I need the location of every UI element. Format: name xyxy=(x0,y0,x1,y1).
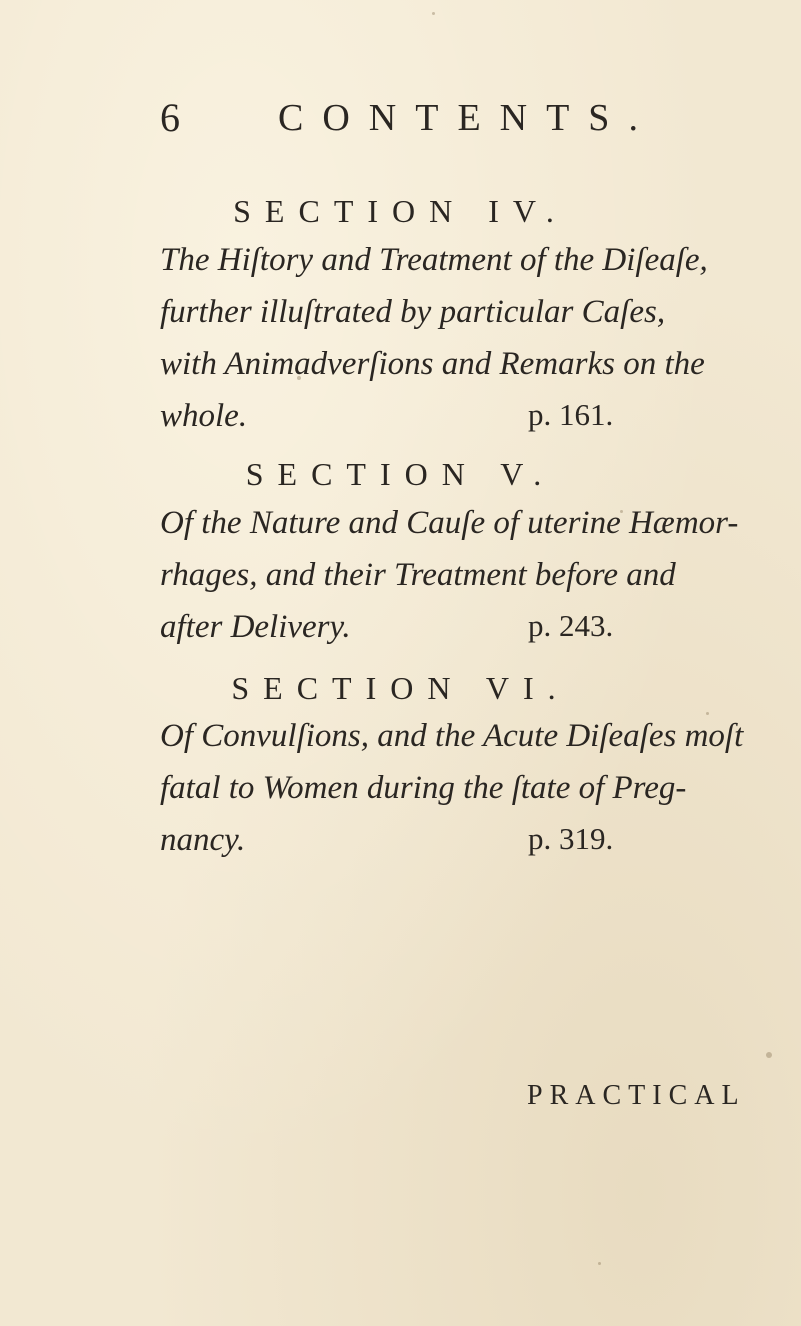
catchword: PRACTICAL xyxy=(527,1080,746,1111)
entry-line: Of the Nature and Cauſe of uterine Hæmor- xyxy=(160,505,739,541)
entry-line: further illuſtrated by particular Caſes, xyxy=(160,294,666,330)
page-reference: p. 243. xyxy=(528,608,614,643)
entry-line: The Hiſtory and Treatment of the Diſeaſe, xyxy=(160,242,708,278)
entry-line: Of Convulſions, and the Acute Diſeaſes moſt xyxy=(160,718,744,754)
entry-line: fatal to Women during the ſtate of Preg- xyxy=(160,770,687,806)
paper-speck xyxy=(620,510,623,513)
page-reference: p. 161. xyxy=(528,397,614,432)
section-heading: SECTION IV. xyxy=(233,193,568,229)
page-reference: p. 319. xyxy=(528,821,614,856)
paper-speck xyxy=(297,376,301,380)
entry-line: nancy. xyxy=(160,822,246,858)
entry-line: whole. xyxy=(160,398,248,434)
entry-line: rhages, and their Treatment before and xyxy=(160,557,676,593)
section-heading: SECTION VI. xyxy=(231,670,570,706)
paper-speck xyxy=(432,12,435,15)
entry-line: with Animadverſions and Remarks on the xyxy=(160,346,705,382)
paper-speck xyxy=(598,1262,601,1265)
page-header xyxy=(0,92,801,152)
paper-speck xyxy=(706,712,709,715)
section-heading: SECTION V. xyxy=(245,456,556,492)
running-head: CONTENTS. xyxy=(278,97,657,139)
paper-speck xyxy=(766,1052,772,1058)
page-number: 6 xyxy=(160,95,180,140)
entry-line: after Delivery. xyxy=(160,609,351,645)
